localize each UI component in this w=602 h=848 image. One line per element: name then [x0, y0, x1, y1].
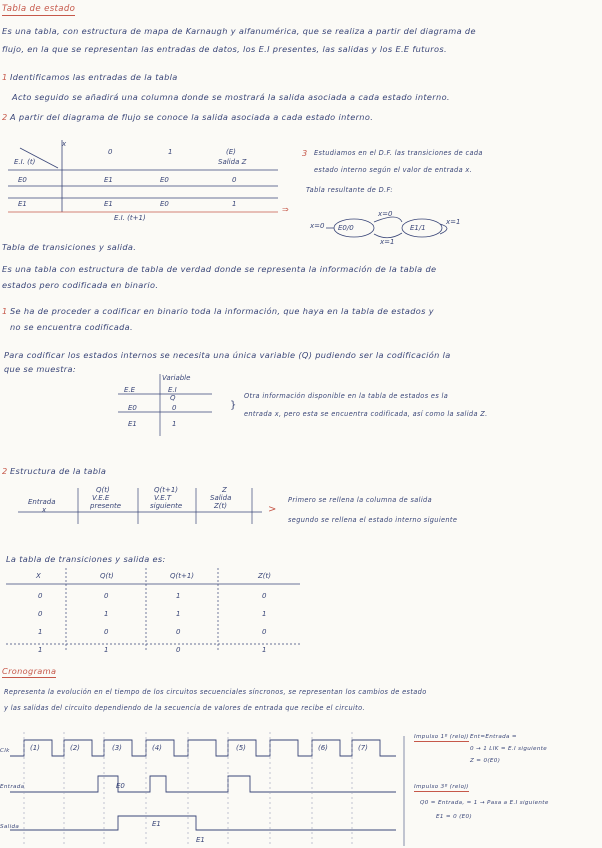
trans-header-q: Q(t) [100, 572, 114, 580]
transitions-text-2: estados pero codificada en binario. [2, 280, 159, 290]
svg-text:>: > [268, 504, 277, 515]
struct-h3-main: Salida [210, 494, 232, 502]
trans-r2-q: 0 [104, 628, 109, 636]
step5-title: Estructura de la tabla [10, 466, 107, 476]
input-marker: E0 [116, 782, 125, 790]
table1-corner-label: E.I. (t) [14, 158, 36, 166]
fsm-state-1: E1/1 [410, 224, 426, 232]
step3-number: 3 [302, 148, 308, 158]
transition-table-lines [6, 568, 300, 652]
table1-col-0: 0 [108, 148, 113, 156]
step1-title: Identificamos las entradas de la tabla [10, 72, 178, 82]
coding-header-ei: E.I [168, 386, 177, 394]
trans-r0-q: 0 [104, 592, 109, 600]
trans-r0-z: 0 [262, 592, 267, 600]
trans-r3-q1: 0 [176, 646, 181, 654]
table1-col-1: 1 [168, 148, 173, 156]
step4-line-1: Se ha de proceder a codificar en binario toda la información, que haya en la tabla de estados y [10, 306, 434, 316]
trans-r1-q1: 1 [176, 610, 181, 618]
struct-h3-sub: Z(t) [214, 502, 228, 510]
table1-row0-c0: E1 [104, 176, 113, 184]
output-label: Salida [0, 824, 20, 830]
coding-text-2: que se muestra: [4, 364, 77, 374]
struct-h0-sub: x [42, 506, 47, 514]
svg-text:}: } [230, 400, 237, 411]
intro-line-1: Es una tabla, con estructura de mapa de Karnaugh y alfanumérica, que se realiza a partir del diagrama de [2, 26, 476, 36]
step5-number: 2 [2, 466, 8, 476]
trans-r1-z: 1 [262, 610, 267, 618]
transitions-title: Tabla de transiciones y salida. [2, 242, 137, 252]
chronogram-text-1: Representa la evolución en el tiempo de los circuitos secuenciales síncronos, se representan los cambios de estado [4, 688, 427, 696]
note-pulse3-l2: E1 = 0 (E0) [436, 814, 472, 820]
coding-table-title: Variable [162, 374, 191, 382]
output-state: E1 [152, 820, 161, 828]
coding-note-1: Otra información disponible en la tabla de estados es la [244, 392, 449, 400]
fsm-transition-01: x=0 [378, 210, 393, 218]
struct-h1-top: Q(t) [96, 486, 110, 494]
pulse-7: (7) [358, 744, 368, 752]
table1-row1-c1: E0 [160, 200, 169, 208]
trans-r2-z: 0 [262, 628, 267, 636]
step1-number: 1 [2, 72, 8, 82]
trans-r3-q: 1 [104, 646, 109, 654]
step4-number: 1 [2, 306, 8, 316]
coding-header-ee: E.E [124, 386, 136, 394]
step3-line-2: estado interno según el valor de entrada x. [314, 166, 473, 174]
fsm-self-loop: x=1 [446, 218, 461, 226]
trans-header-x: X [36, 572, 41, 580]
fsm-input-arrow: x=0 [310, 222, 325, 230]
struct-note-2: segundo se rellena el estado interno siguiente [288, 516, 458, 524]
struct-h0-main: Entrada [28, 498, 56, 506]
table1-row0-c1: E0 [160, 176, 169, 184]
struct-h2-sub: siguiente [150, 502, 183, 510]
svg-text:⇒: ⇒ [282, 205, 289, 214]
coding-row0-val: 0 [172, 404, 177, 412]
trans-r0-x: 0 [38, 592, 43, 600]
step3-result: Tabla resultante de D.F: [306, 186, 393, 194]
note-pulse1-l3: Z = 0(E0) [470, 758, 501, 764]
pulse-1: (1) [30, 744, 40, 752]
step4-line-2: no se encuentra codificada. [10, 322, 133, 332]
table1-col-sub: Salida Z [218, 158, 247, 166]
trans-r2-x: 1 [38, 628, 43, 636]
struct-h3-top: Z [222, 486, 227, 494]
trans-r3-x: 1 [38, 646, 43, 654]
struct-note-1: Primero se rellena la columna de salida [288, 496, 432, 504]
state-table-lines [8, 140, 278, 212]
step2-number: 2 [2, 112, 8, 122]
note-pulse3-l1: Q0 = Entrada, = 1 → Pasa a E.I siguiente [420, 800, 549, 806]
note-pulse1-l1: Ent=Entrada = [470, 734, 517, 740]
coding-text-1: Para codificar los estados internos se necesita una única variable (Q) pudiendo ser la codificación la [4, 350, 451, 360]
coding-header-q: Q [170, 394, 176, 402]
struct-h1-main: V.E.E [92, 494, 110, 502]
fsm-state-0: E0/0 [338, 224, 354, 232]
fsm-transition-10: x=1 [380, 238, 395, 246]
trans-r2-q1: 0 [176, 628, 181, 636]
note-pulse1-title: Impulso 1º (reloj) [414, 734, 469, 740]
trans-r3-z: 1 [262, 646, 267, 654]
chronogram-text-2: y las salidas del circuito dependiendo de la secuencia de valores de entrada que recibe el circuito. [4, 704, 365, 712]
step3-line-1: Estudiamos en el D.F. las transiciones de cada [314, 149, 483, 157]
input-label: Entrada [0, 784, 25, 790]
note-pulse1-l2: 0 → 1 LIK = E.I siguiente [470, 746, 548, 752]
coding-note-2: entrada x, pero esta se encuentra codificada, así como la salida Z. [244, 410, 488, 418]
trans-header-q1: Q(t+1) [170, 572, 195, 580]
trans-r0-q1: 1 [176, 592, 181, 600]
chronogram-signals [10, 740, 396, 830]
note-pulse3-title: Impulso 3º (reloj) [414, 784, 469, 790]
coding-row0-state: E0 [128, 404, 137, 412]
table1-col-2: (E) [226, 148, 236, 156]
pulse-5: (5) [236, 744, 246, 752]
table1-row1-c0: E1 [104, 200, 113, 208]
table1-corner-x: x [62, 140, 67, 148]
trans-table-title: La tabla de transiciones y salida es: [6, 554, 166, 564]
coding-row1-state: E1 [128, 420, 137, 428]
trans-r1-x: 0 [38, 610, 43, 618]
chronogram-title: Cronograma [2, 666, 57, 676]
step2-text: A partir del diagrama de flujo se conoce la salida asociada a cada estado interno. [10, 112, 374, 122]
table1-row0-label: E0 [18, 176, 27, 184]
pulse-3: (3) [112, 744, 122, 752]
step1-text: Acto seguido se añadirá una columna donde se mostrará la salida asociada a cada estado interno. [12, 92, 450, 102]
table1-footer: E.I. (t+1) [114, 214, 146, 222]
output-mark: E1 [196, 836, 205, 844]
table1-row1-c2: 1 [232, 200, 237, 208]
transitions-text-1: Es una tabla con estructura de tabla de verdad donde se representa la información de la tabla de [2, 264, 437, 274]
coding-row1-val: 1 [172, 420, 177, 428]
table1-row0-c2: 0 [232, 176, 237, 184]
trans-header-z: Z(t) [258, 572, 272, 580]
page-title: Tabla de estado [2, 4, 76, 14]
pulse-4: (4) [152, 744, 162, 752]
table1-row1-label: E1 [18, 200, 27, 208]
struct-h2-top: Q(t+1) [154, 486, 179, 494]
struct-h2-main: V.E.T [154, 494, 172, 502]
struct-h1-sub: presente [90, 502, 122, 510]
trans-r1-q: 1 [104, 610, 109, 618]
intro-line-2: flujo, en la que se representan las entradas de datos, los E.I presentes, las salidas y los E.E futuros. [2, 44, 447, 54]
pulse-2: (2) [70, 744, 80, 752]
clk-label: Clk [0, 748, 10, 754]
pulse-6: (6) [318, 744, 328, 752]
